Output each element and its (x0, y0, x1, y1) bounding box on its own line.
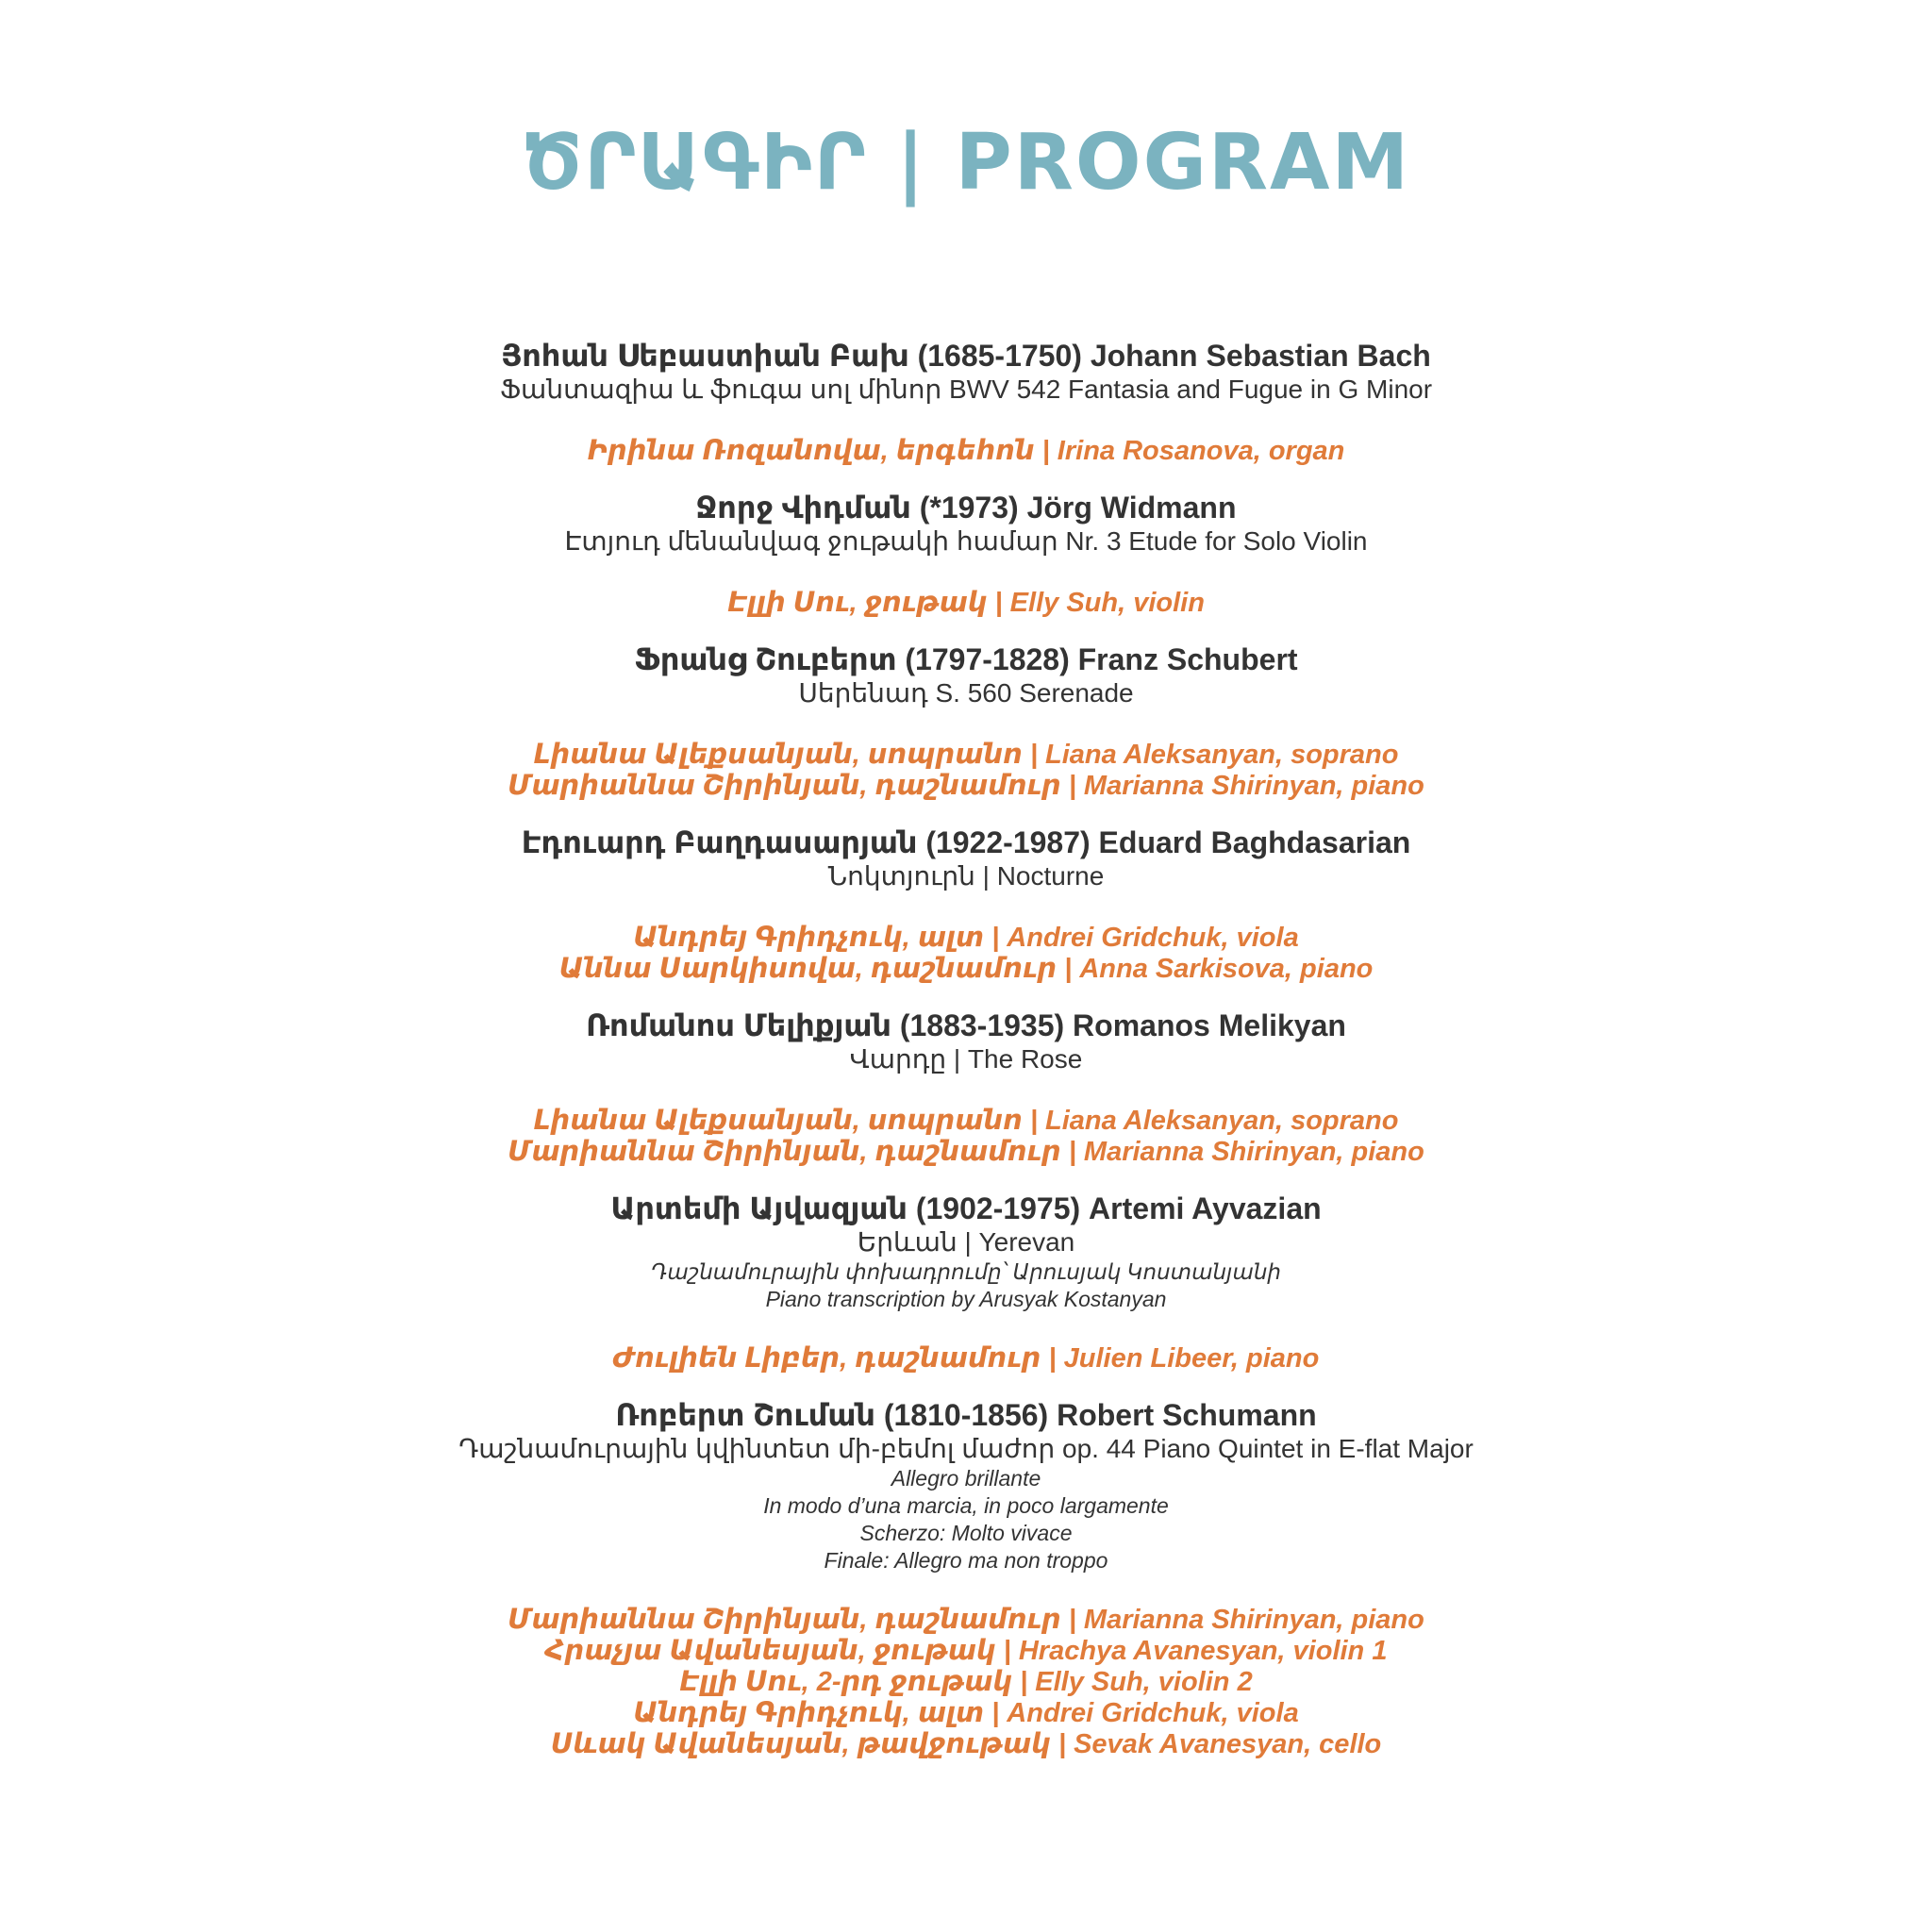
performer-line: Մարիաննա Շիրինյան, դաշնամուր | Marianna Shirinyan, piano (508, 1605, 1424, 1635)
performer-line: Աննա Սարկիսովա, դաշնամուր | Anna Sarkisova, piano (558, 954, 1374, 984)
work-note: Դաշնամուրային փոխադրումը՝ Արուսյակ Կոստանյանի (651, 1259, 1281, 1284)
program-item (0, 824, 1932, 985)
work-note: In modo d’una marcia, in poco largamente (763, 1493, 1169, 1518)
composer-heading: Յոհան Սեբաստիան Բախ (1685-1750) Johann Sebastian Bach (501, 339, 1431, 373)
composer-heading: Ֆրանց Շուբերտ (1797-1828) Franz Schubert (634, 642, 1298, 676)
performer-line: Իրինա Ռոզանովա, երգեհոն | Irina Rosanova, organ (587, 436, 1345, 466)
performer-line: Մարիաննա Շիրինյան, դաշնամուր | Marianna Shirinyan, piano (508, 1137, 1424, 1167)
performer-line: Էլլի Սու, 2-րդ ջութակ | Elly Suh, violin 2 (679, 1667, 1253, 1697)
work-title: Նոկտյուրն | Nocturne (827, 861, 1105, 891)
program-item (0, 641, 1932, 802)
performer-list (0, 1106, 1932, 1168)
performer-line: Լիանա Ալեքսանյան, սոպրանո | Liana Aleksanyan, soprano (533, 740, 1399, 770)
program-item (0, 490, 1932, 619)
program-item (0, 1008, 1932, 1168)
performer-list (0, 588, 1932, 619)
work-title: Էտյուդ մենանվագ ջութակի համար Nr. 3 Etude for Solo Violin (564, 526, 1368, 556)
performer-line: Անդրեյ Գրիդչուկ, ալտ | Andrei Gridchuk, viola (633, 1698, 1299, 1728)
composer-heading: Ջորջ Վիդման (*1973) Jörg Widmann (695, 491, 1237, 525)
performer-line: Սևակ Ավանեսյան, թավջութակ | Sevak Avanesyan, cello (550, 1729, 1382, 1759)
work-title: Ֆանտազիա և ֆուգա սոլ մինոր BWV 542 Fantasia and Fugue in G Minor (499, 375, 1433, 404)
work-note: Piano transcription by Arusyak Kostanyan (765, 1287, 1167, 1311)
performer-list (0, 923, 1932, 985)
program-list (0, 338, 1932, 1783)
composer-heading: Էդուարդ Բաղդասարյան (1922-1987) Eduard Baghdasarian (521, 825, 1411, 859)
composer-heading: Արտեմի Այվազյան (1902-1975) Artemi Ayvazian (610, 1191, 1322, 1225)
composer-heading: Ռոմանոս Մելիքյան (1883-1935) Romanos Melikyan (586, 1008, 1346, 1042)
performer-line: Էլլի Սու, ջութակ | Elly Suh, violin (727, 588, 1205, 618)
composer-heading: Ռոբերտ Շուման (1810-1856) Robert Schumann (615, 1398, 1317, 1432)
performer-list (0, 740, 1932, 802)
page-title: ԾՐԱԳԻՐ | PROGRAM (521, 118, 1411, 208)
performer-list (0, 1343, 1932, 1374)
program-item (0, 1397, 1932, 1760)
work-title: Սերենադ S. 560 Serenade (798, 678, 1134, 708)
work-title: Դաշնամուրային կվինտետ մի-բեմոլ մաժոր op. 44 Piano Quintet in E-flat Major (458, 1434, 1474, 1463)
work-note: Finale: Allegro ma non troppo (824, 1548, 1108, 1573)
work-note: Scherzo: Molto vivace (859, 1521, 1073, 1545)
program-item (0, 1191, 1932, 1374)
performer-line: Ժուլիեն Լիբեր, դաշնամուր | Julien Libeer, piano (612, 1343, 1320, 1374)
program-item (0, 338, 1932, 467)
work-title: Երևան | Yerevan (857, 1227, 1075, 1257)
performer-line: Մարիաննա Շիրինյան, դաշնամուր | Marianna Shirinyan, piano (508, 771, 1424, 801)
performer-line: Լիանա Ալեքսանյան, սոպրանո | Liana Aleksanyan, soprano (533, 1106, 1399, 1136)
performer-line: Անդրեյ Գրիդչուկ, ալտ | Andrei Gridchuk, viola (633, 923, 1299, 953)
performer-list (0, 1605, 1932, 1760)
work-title: Վարդը | The Rose (849, 1044, 1083, 1074)
work-note: Allegro brillante (891, 1466, 1041, 1491)
performer-list (0, 436, 1932, 467)
performer-line: Հրաչյա Ավանեսյան, ջութակ | Hrachya Avanesyan, violin 1 (544, 1636, 1388, 1666)
